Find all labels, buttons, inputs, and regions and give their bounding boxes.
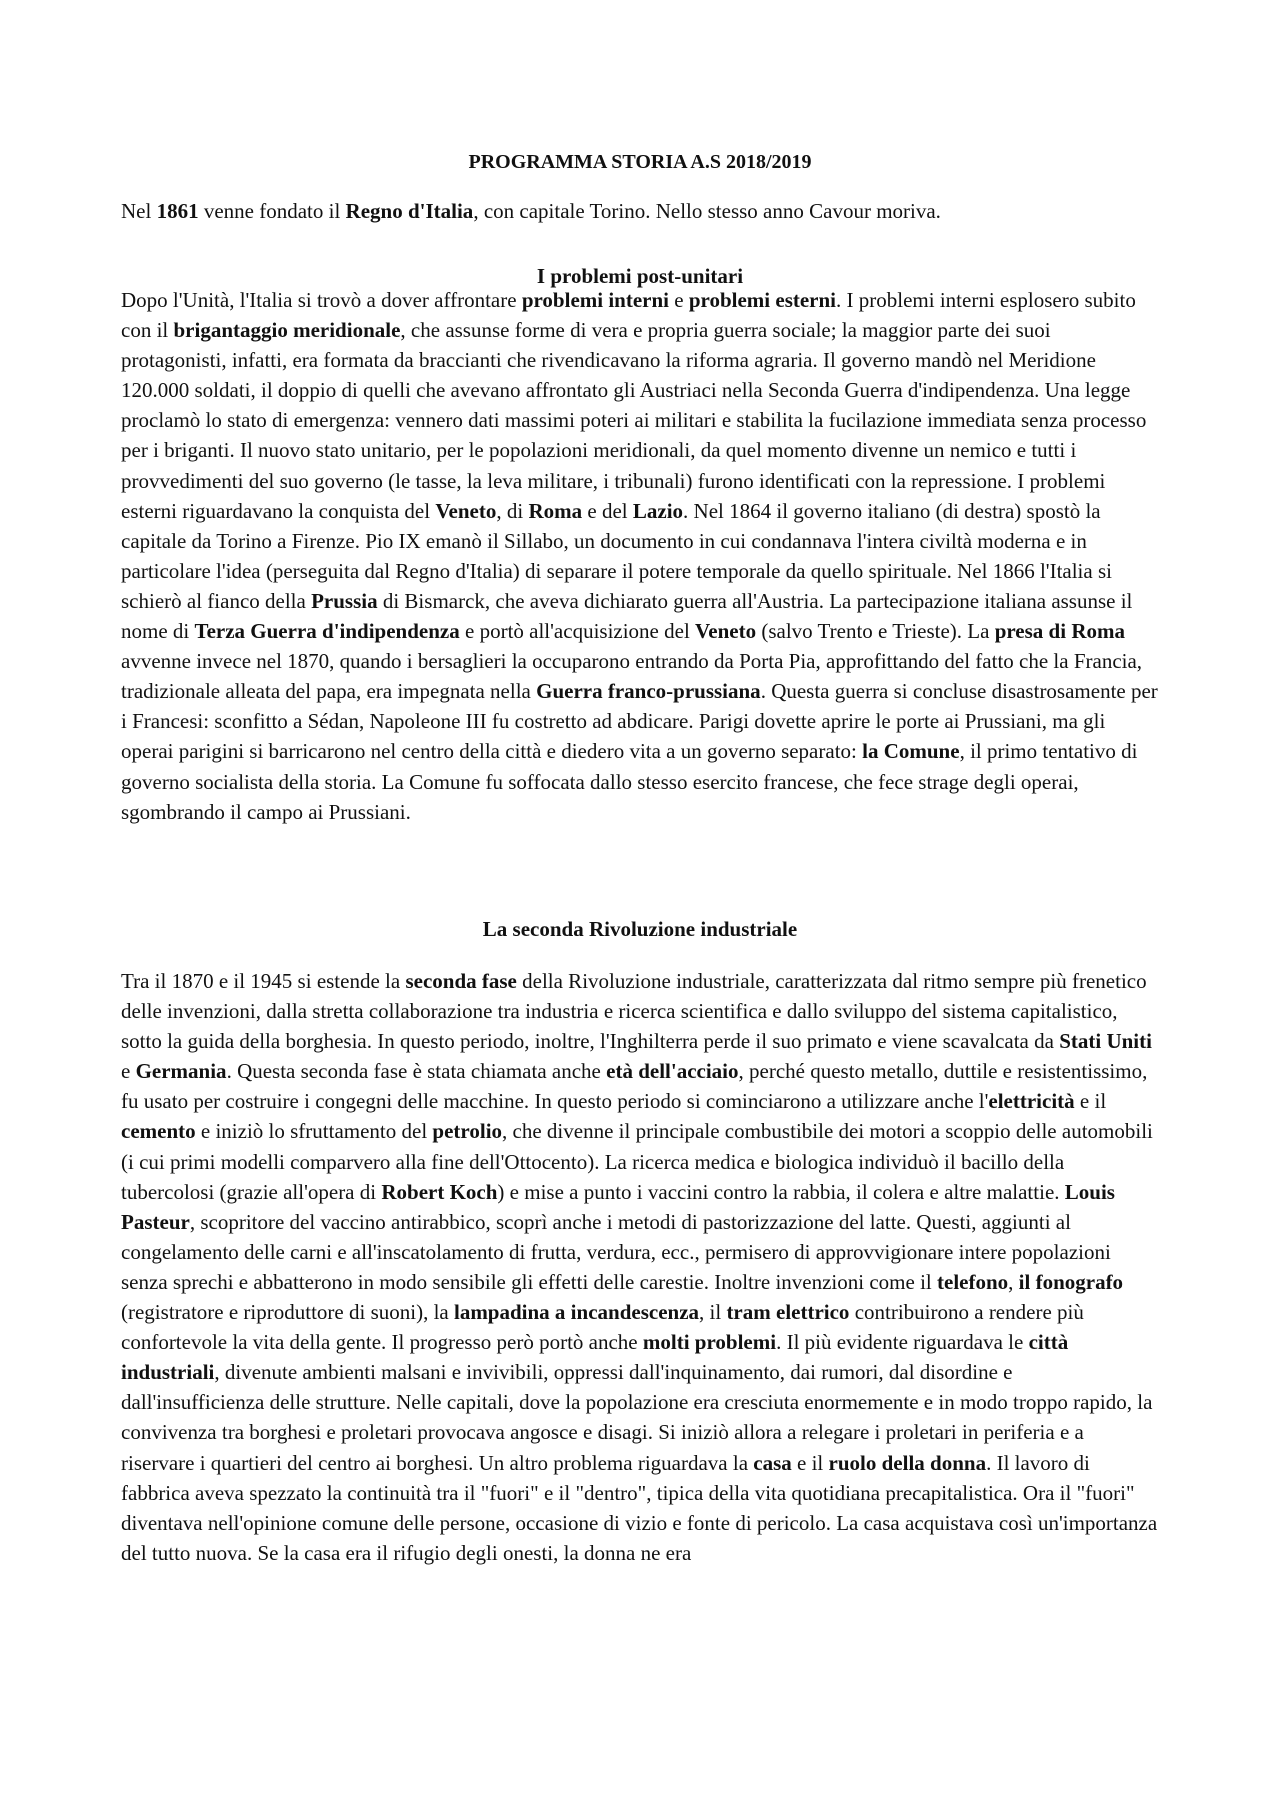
text-run: ,: [1008, 1269, 1019, 1294]
text-run: e: [669, 288, 689, 312]
text-run: e il: [1074, 1089, 1107, 1114]
bold-text: problemi interni: [521, 288, 670, 312]
bold-text: Louis Pasteur: [121, 1179, 1115, 1234]
text-run: , il: [699, 1300, 727, 1325]
text-run: contribuirono a rendere più confortevole la vita della gente. Il progresso però portò anche: [121, 1300, 1084, 1355]
bold-text: cemento: [121, 1119, 196, 1144]
section-paragraph-rivoluzione-industriale: [121, 966, 1161, 1568]
bold-text: Lazio: [632, 498, 684, 523]
text-run: Dopo l'Unità, l'Italia si trovò a dover affrontare: [121, 288, 522, 312]
bold-text: Roma: [528, 498, 583, 523]
bold-text: Stati Uniti: [1059, 1029, 1152, 1054]
bold-text: telefono: [937, 1269, 1009, 1294]
bold-text: Terza Guerra d'indipendenza: [194, 619, 460, 644]
text-run: . Nel 1864 il governo italiano (di destra) spostò la capitale da Torino a Firenze. Pio IX emanò il Sillabo, un documento in cui condannava l'intera civiltà moderna e in particolare l'idea (perseguita dal Regno d'Italia) di separare il potere temporale da quello spirituale. Nel 1866 l'Italia si schierò al fianco della: [121, 498, 1112, 613]
bold-text: lampadina a incandescenza: [453, 1300, 700, 1325]
text-run: . I problemi interni esplosero subito con il: [121, 288, 1136, 343]
bold-text: Guerra franco-prussiana: [536, 679, 761, 704]
text-run: , che assunse forme di vera e propria guerra sociale; la maggior parte dei suoi protagonisti, infatti, era formata da braccianti che rivendicavano la riforma agraria. Il governo mandò nel Meridione 120.000 soldati, il doppio di quelli che avevano affrontato gli Austriaci nella Seconda Guerra d'indipendenza. Una legge proclamò lo stato di emergenza: vennero dati massimi poteri ai militari e stabilita la fucilazione immediata senza processo per i briganti. Il nuovo stato unitario, per le popolazioni meridionali, da quel momento divenne un nemico e tutti i provvedimenti del suo governo (le tasse, la leva militare, i tribunali) furono identificati con la repressione. I problemi esterni riguardavano la conquista del: [121, 318, 1147, 523]
section-heading-rivoluzione-industriale: La seconda Rivoluzione industriale: [482, 917, 798, 941]
bold-text: seconda fase: [405, 969, 517, 993]
text-run: . Il più evidente riguardava le: [776, 1330, 1029, 1355]
bold-text: la Comune: [862, 739, 960, 764]
bold-text: Veneto: [435, 498, 497, 523]
text-run: (salvo Trento e Trieste). La: [756, 619, 995, 644]
text-run: venne fondato il: [198, 199, 346, 223]
bold-text: brigantaggio meridionale: [173, 318, 401, 343]
bold-text: età dell'acciaio: [606, 1059, 739, 1084]
bold-text: Veneto: [695, 619, 757, 644]
text-run: avvenne invece nel 1870, quando i bersaglieri la occuparono entrando da Porta Pia, approfittando del fatto che la Francia, tradizionale alleata del papa, era impegnata nella: [121, 649, 1143, 704]
text-run: , scopritore del vaccino antirabbico, scoprì anche i metodi di pastorizzazione del latte. Questi, aggiunti al congelamento delle carni e all'inscatolamento di frutta, verdura, ecc., permisero di approvvigionare intere popolazioni senza sprechi e abbatterono in modo sensibile gli effetti delle carestie. Inoltre invenzioni come il: [121, 1209, 1111, 1294]
text-run: della Rivoluzione industriale, caratterizzata dal ritmo sempre più frenetico delle invenzioni, dalla stretta collaborazione tra industria e ricerca scientifica e dallo sviluppo del sistema capitalistico, sotto la guida della borghesia. In questo periodo, inoltre, l'Inghilterra perde il suo primato e viene scavalcata da: [121, 969, 1147, 1054]
bold-text: molti problemi: [642, 1330, 777, 1355]
bold-text: città industriali: [121, 1330, 1069, 1385]
bold-text: elettricità: [988, 1089, 1075, 1114]
bold-text: petrolio: [432, 1119, 503, 1144]
intro-paragraph: [121, 196, 1161, 226]
section-paragraph-post-unitari: [121, 285, 1161, 827]
text-run: di Bismarck, che aveva dichiarato guerra all'Austria. La partecipazione italiana assunse il nome di: [121, 588, 1133, 644]
text-run: , perché questo metallo, duttile e resistentissimo, fu usato per costruire i congegni delle macchine. In questo periodo si cominciarono a utilizzare anche l': [121, 1059, 1148, 1114]
text-run: . Questa seconda fase è stata chiamata anche: [226, 1059, 607, 1084]
bold-text: ruolo della donna: [828, 1450, 987, 1475]
text-run: Nel: [121, 199, 157, 223]
text-run: ) e mise a punto i vaccini contro la rabbia, il colera e altre malattie.: [497, 1179, 1065, 1204]
text-run: . Questa guerra si concluse disastrosamente per i Francesi: sconfitto a Sédan, Napoleone III fu costretto ad abdicare. Parigi dovette aprire le porte ai Prussiani, ma gli operai parigini si barricarono nel centro della città e diedero vita a un governo separato:: [121, 679, 1158, 764]
text-run: , divenute ambienti malsani e invivibili, oppressi dall'inquinamento, dai rumori, dal disordine e dall'insufficienza delle strutture. Nelle capitali, dove la popolazione era cresciuta enormemente e in modo troppo rapido, la convivenza tra borghesi e proletari provocava angosce e disagi. Si iniziò allora a relegare i proletari in periferia e a riservare i quartieri del centro ai borghesi. Un altro problema riguardava la: [121, 1360, 1153, 1475]
bold-text: presa di Roma: [994, 619, 1125, 644]
text-run: e portò all'acquisizione del: [459, 619, 696, 644]
text-run: . Il lavoro di fabbrica aveva spezzato la continuità tra il "fuori" e il "dentro", tipica della vita quotidiana precapitalistica. Ora il "fuori" diventava nell'opinione comune delle persone, occasione di vizio e fonte di pericolo. La casa acquistava così un'importanza del tutto nuova. Se la casa era il rifugio degli onesti, la donna ne era: [121, 1450, 1158, 1565]
text-run: (registratore e riproduttore di suoni), la: [121, 1300, 454, 1325]
text-run: , che divenne il principale combustibile dei motori a scoppio delle automobili (i cui primi modelli comparvero alla fine dell'Ottocento). La ricerca medica e biologica individuò il bacillo della tubercolosi (grazie all'opera di: [121, 1119, 1153, 1204]
bold-text: Robert Koch: [381, 1179, 498, 1204]
text-run: e del: [582, 498, 633, 523]
section-heading-post-unitari: I problemi post-unitari: [536, 264, 744, 288]
text-run: , il primo tentativo di governo socialista della storia. La Comune fu soffocata dallo stesso esercito francese, che fece strage degli operai, sgombrando il campo ai Prussiani.: [121, 739, 1138, 824]
bold-text: il fonografo: [1018, 1269, 1124, 1294]
text-run: , di: [496, 498, 529, 523]
document-title: PROGRAMMA STORIA A.S 2018/2019: [468, 151, 812, 173]
bold-text: Regno d'Italia: [345, 199, 474, 223]
text-run: e iniziò lo sfruttamento del: [195, 1119, 433, 1144]
bold-text: problemi esterni: [688, 288, 837, 312]
bold-text: tram elettrico: [726, 1300, 850, 1325]
bold-text: Prussia: [311, 588, 378, 613]
text-run: e il: [791, 1450, 829, 1475]
text-run: e: [121, 1059, 136, 1084]
text-run: Tra il 1870 e il 1945 si estende la: [121, 969, 406, 993]
bold-text: 1861: [156, 199, 199, 223]
bold-text: Germania: [135, 1059, 227, 1084]
text-run: , con capitale Torino. Nello stesso anno Cavour moriva.: [473, 199, 941, 223]
bold-text: casa: [753, 1450, 792, 1475]
